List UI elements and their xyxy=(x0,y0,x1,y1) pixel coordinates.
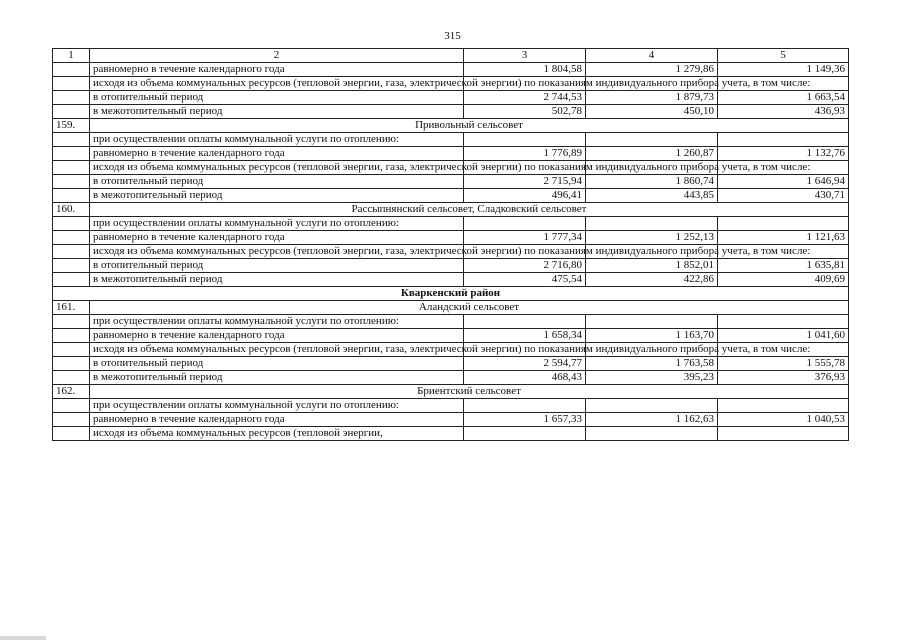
table-row xyxy=(53,259,849,273)
value-col-5: 1 041,60 xyxy=(718,329,849,343)
district-title: Кваркенский район xyxy=(53,287,849,301)
value-col-4 xyxy=(586,133,718,147)
value-col-3: 502,78 xyxy=(464,105,586,119)
row-number-cell xyxy=(53,357,90,371)
value-col-5 xyxy=(718,315,849,329)
row-label: при осуществлении оплаты коммунальной услуги по отоплению: xyxy=(90,315,464,329)
row-label: исходя из объема коммунальных ресурсов (тепловой энергии, xyxy=(90,427,464,441)
row-label: равномерно в течение календарного года xyxy=(90,231,464,245)
row-number-cell xyxy=(53,189,90,203)
row-label: в отопительный период xyxy=(90,357,464,371)
value-col-3: 1 804,58 xyxy=(464,63,586,77)
table-row xyxy=(53,399,849,413)
row-number-cell xyxy=(53,273,90,287)
row-label: равномерно в течение календарного года xyxy=(90,147,464,161)
row-number-cell xyxy=(53,343,90,357)
table-row xyxy=(53,189,849,203)
value-col-4: 1 860,74 xyxy=(586,175,718,189)
row-label: равномерно в течение календарного года xyxy=(90,329,464,343)
header-col-2: 2 xyxy=(90,49,464,63)
row-number-cell xyxy=(53,175,90,189)
value-col-5: 1 132,76 xyxy=(718,147,849,161)
section-row xyxy=(53,203,849,217)
value-col-4: 395,23 xyxy=(586,371,718,385)
value-col-4 xyxy=(586,399,718,413)
value-col-3 xyxy=(464,427,586,441)
table-row xyxy=(53,231,849,245)
value-col-4: 422,86 xyxy=(586,273,718,287)
value-col-4 xyxy=(586,217,718,231)
row-label: в межотопительный период xyxy=(90,189,464,203)
section-number: 160. xyxy=(53,203,90,217)
value-col-4: 1 260,87 xyxy=(586,147,718,161)
row-label: при осуществлении оплаты коммунальной услуги по отоплению: xyxy=(90,133,464,147)
row-label: в отопительный период xyxy=(90,91,464,105)
value-col-3: 2 594,77 xyxy=(464,357,586,371)
value-col-4 xyxy=(586,315,718,329)
section-number: 159. xyxy=(53,119,90,133)
header-col-5: 5 xyxy=(718,49,849,63)
value-col-5: 1 121,63 xyxy=(718,231,849,245)
row-number-cell xyxy=(53,217,90,231)
value-col-3: 496,41 xyxy=(464,189,586,203)
section-title: Аландский сельсовет xyxy=(90,301,849,315)
row-label: в отопительный период xyxy=(90,175,464,189)
value-col-3 xyxy=(464,399,586,413)
row-label: в межотопительный период xyxy=(90,371,464,385)
value-col-5: 376,93 xyxy=(718,371,849,385)
value-col-4 xyxy=(586,427,718,441)
row-label: в межотопительный период xyxy=(90,273,464,287)
value-col-5: 1 555,78 xyxy=(718,357,849,371)
table-row xyxy=(53,427,849,441)
table-row xyxy=(53,63,849,77)
table-row xyxy=(53,245,849,259)
table-row xyxy=(53,329,849,343)
value-col-3: 1 776,89 xyxy=(464,147,586,161)
row-number-cell xyxy=(53,427,90,441)
table-row xyxy=(53,91,849,105)
value-col-3 xyxy=(464,133,586,147)
header-col-3: 3 xyxy=(464,49,586,63)
row-number-cell xyxy=(53,63,90,77)
section-title: Бриентский сельсовет xyxy=(90,385,849,399)
row-number-cell xyxy=(53,147,90,161)
row-label: в отопительный период xyxy=(90,259,464,273)
value-col-5: 1 635,81 xyxy=(718,259,849,273)
value-col-5: 1 663,54 xyxy=(718,91,849,105)
value-col-3: 475,54 xyxy=(464,273,586,287)
table-row xyxy=(53,175,849,189)
page-number: 315 xyxy=(444,30,461,42)
table-row xyxy=(53,161,849,175)
section-row xyxy=(53,119,849,133)
row-number-cell xyxy=(53,245,90,259)
value-col-3 xyxy=(464,315,586,329)
row-label: исходя из объема коммунальных ресурсов (тепловой энергии, газа, электрической энергии) по показаниям индивидуального прибора учета, в том числе: xyxy=(90,161,464,175)
table-header-row xyxy=(53,49,849,63)
value-col-4: 1 252,13 xyxy=(586,231,718,245)
value-col-4: 1 763,58 xyxy=(586,357,718,371)
row-label: при осуществлении оплаты коммунальной услуги по отоплению: xyxy=(90,217,464,231)
value-col-4: 443,85 xyxy=(586,189,718,203)
table-row xyxy=(53,105,849,119)
row-number-cell xyxy=(53,91,90,105)
section-title: Рассыпнянский сельсовет, Сладковский сельсовет xyxy=(90,203,849,217)
table-row xyxy=(53,133,849,147)
header-col-1: 1 xyxy=(53,49,90,63)
section-row xyxy=(53,301,849,315)
row-number-cell xyxy=(53,259,90,273)
row-number-cell xyxy=(53,133,90,147)
row-label: равномерно в течение календарного года xyxy=(90,413,464,427)
value-col-3: 468,43 xyxy=(464,371,586,385)
value-col-5 xyxy=(718,133,849,147)
table-row xyxy=(53,357,849,371)
value-col-5 xyxy=(718,427,849,441)
value-col-5: 1 149,36 xyxy=(718,63,849,77)
row-number-cell xyxy=(53,105,90,119)
table-row xyxy=(53,315,849,329)
value-col-5 xyxy=(718,217,849,231)
value-col-4: 450,10 xyxy=(586,105,718,119)
value-col-3: 2 716,80 xyxy=(464,259,586,273)
table-row xyxy=(53,371,849,385)
row-number-cell xyxy=(53,371,90,385)
value-col-3: 1 657,33 xyxy=(464,413,586,427)
table-row xyxy=(53,273,849,287)
value-col-3: 1 777,34 xyxy=(464,231,586,245)
table-row xyxy=(53,77,849,91)
row-label: исходя из объема коммунальных ресурсов (тепловой энергии, газа, электрической энергии) по показаниям индивидуального прибора учета, в том числе: xyxy=(90,245,464,259)
row-label: равномерно в течение календарного года xyxy=(90,63,464,77)
header-col-4: 4 xyxy=(586,49,718,63)
row-number-cell xyxy=(53,329,90,343)
row-number-cell xyxy=(53,161,90,175)
row-number-cell xyxy=(53,399,90,413)
row-number-cell xyxy=(53,315,90,329)
value-col-4: 1 162,63 xyxy=(586,413,718,427)
value-col-4: 1 279,86 xyxy=(586,63,718,77)
row-number-cell xyxy=(53,413,90,427)
value-col-5: 1 040,53 xyxy=(718,413,849,427)
value-col-3: 1 658,34 xyxy=(464,329,586,343)
tariff-table xyxy=(52,48,849,441)
value-col-5: 430,71 xyxy=(718,189,849,203)
row-label: исходя из объема коммунальных ресурсов (тепловой энергии, газа, электрической энергии) по показаниям индивидуального прибора учета, в том числе: xyxy=(90,343,464,357)
value-col-3: 2 715,94 xyxy=(464,175,586,189)
value-col-5: 436,93 xyxy=(718,105,849,119)
table-row xyxy=(53,413,849,427)
row-number-cell xyxy=(53,77,90,91)
value-col-5: 1 646,94 xyxy=(718,175,849,189)
scan-edge-mark xyxy=(0,636,46,640)
value-col-3: 2 744,53 xyxy=(464,91,586,105)
row-label: в межотопительный период xyxy=(90,105,464,119)
table-row xyxy=(53,343,849,357)
value-col-4: 1 879,73 xyxy=(586,91,718,105)
row-label: исходя из объема коммунальных ресурсов (тепловой энергии, газа, электрической энергии) по показаниям индивидуального прибора учета, в том числе: xyxy=(90,77,464,91)
value-col-4: 1 852,01 xyxy=(586,259,718,273)
value-col-5: 409,69 xyxy=(718,273,849,287)
section-number: 161. xyxy=(53,301,90,315)
value-col-4: 1 163,70 xyxy=(586,329,718,343)
table-row xyxy=(53,147,849,161)
row-label: при осуществлении оплаты коммунальной услуги по отоплению: xyxy=(90,399,464,413)
table-row xyxy=(53,217,849,231)
section-row xyxy=(53,385,849,399)
section-number: 162. xyxy=(53,385,90,399)
district-row xyxy=(53,287,849,301)
row-number-cell xyxy=(53,231,90,245)
section-title: Привольный сельсовет xyxy=(90,119,849,133)
value-col-5 xyxy=(718,399,849,413)
value-col-3 xyxy=(464,217,586,231)
